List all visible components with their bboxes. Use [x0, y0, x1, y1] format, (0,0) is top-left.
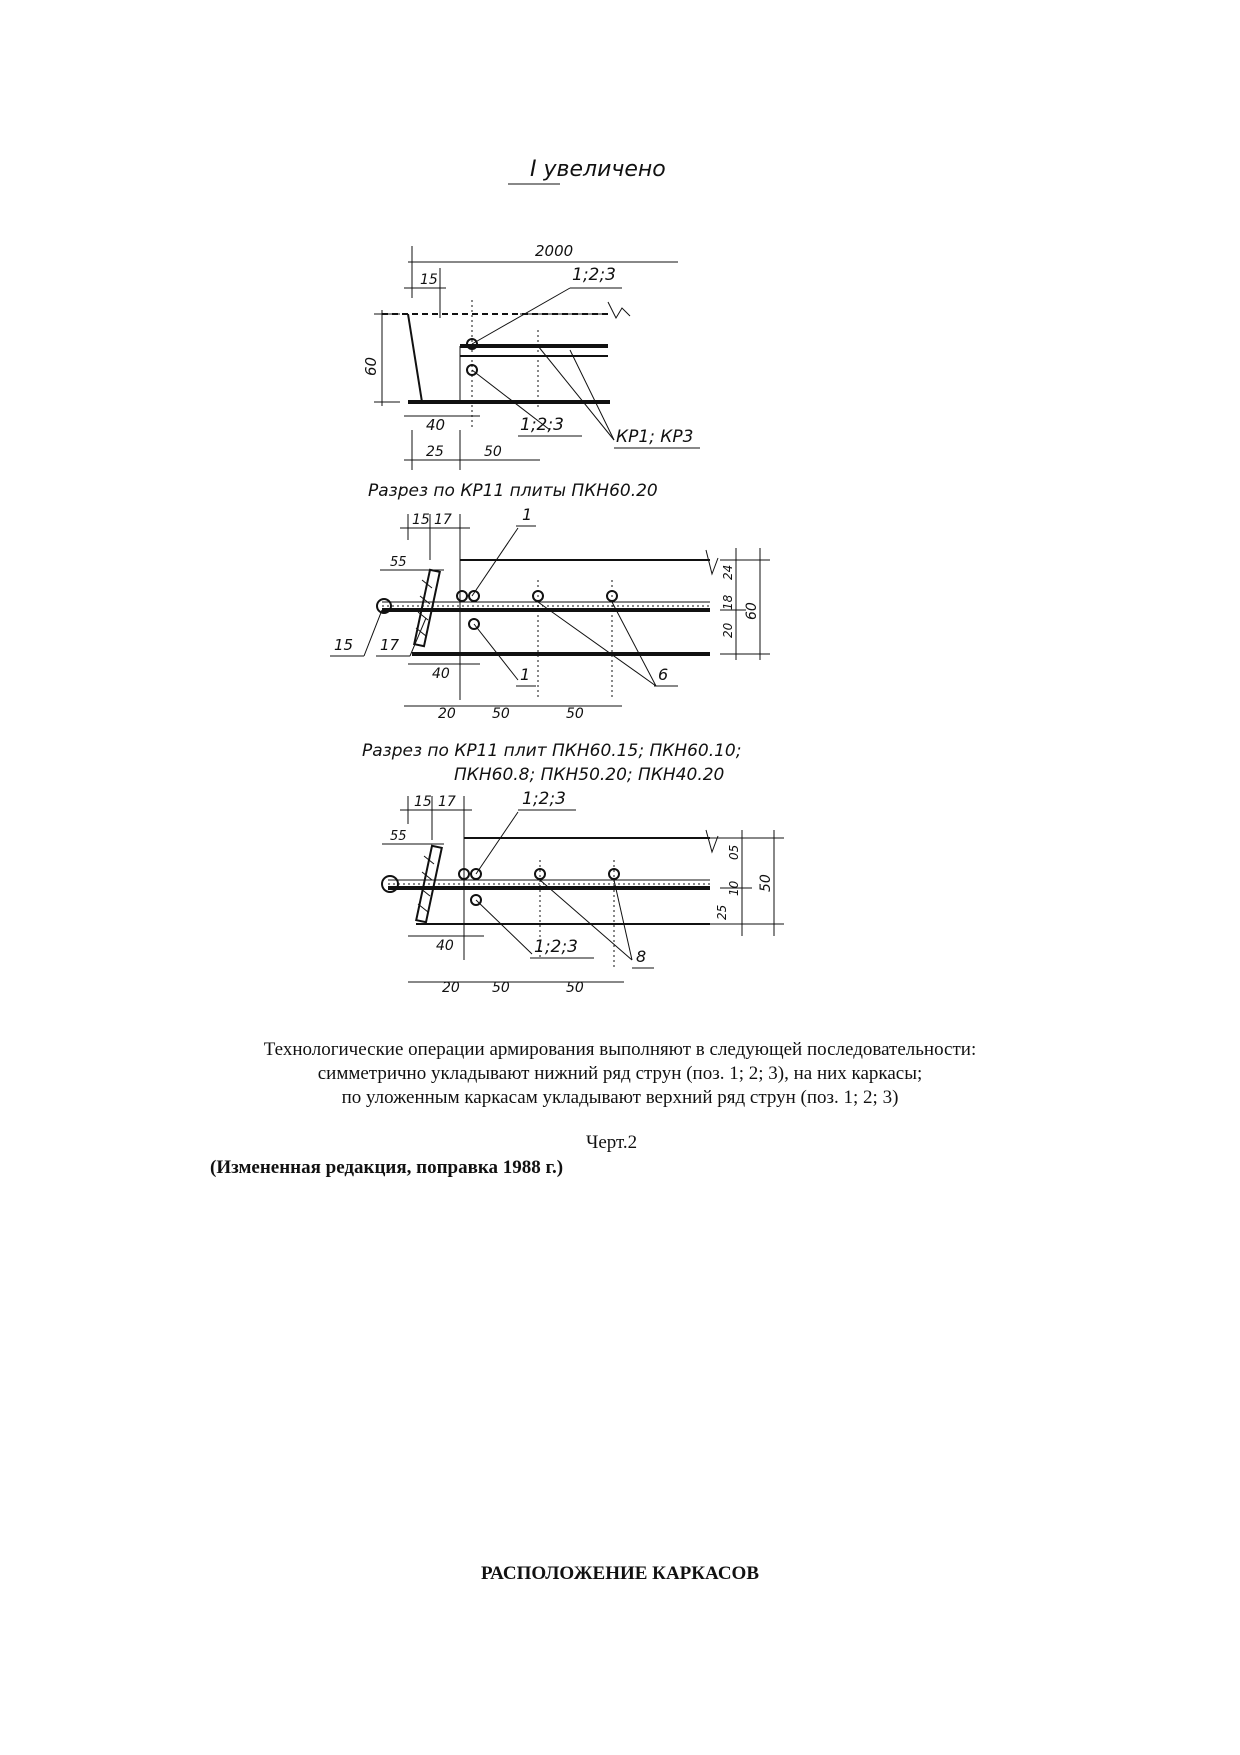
label-bottom-123: 1;2;3 [534, 937, 578, 957]
dim-20: 20 [438, 706, 456, 722]
dim-17: 17 [438, 794, 456, 810]
dim-24: 24 [721, 564, 735, 580]
drawing-title: I увеличено [530, 157, 666, 182]
dim-50a: 50 [492, 980, 510, 996]
dim-55: 55 [390, 829, 407, 844]
figure-caption: Черт.2 [586, 1132, 638, 1153]
break-mark [608, 302, 630, 318]
dim-40: 40 [426, 416, 446, 434]
dim-2000: 2000 [535, 242, 574, 260]
leader-line [614, 880, 632, 960]
dim-60: 60 [744, 602, 760, 620]
section-2 [362, 741, 784, 996]
dim-05: 05 [727, 844, 741, 860]
leader-line [538, 602, 656, 686]
label-upper-123: 1;2;3 [572, 265, 616, 285]
dim-40: 40 [436, 938, 454, 954]
dim-25: 25 [426, 444, 444, 460]
section-1 [330, 481, 770, 722]
dim-50a: 50 [492, 706, 510, 722]
label-6: 6 [658, 665, 669, 684]
leader-line [570, 350, 614, 440]
break-mark [706, 550, 718, 574]
strand-circle [457, 591, 467, 601]
notes-block [120, 1038, 1120, 1110]
amendment-note: (Измененная редакция, поправка 1988 г.) [210, 1157, 564, 1178]
leader-line [476, 900, 532, 954]
dim-15: 15 [412, 512, 430, 528]
break-mark [706, 830, 718, 852]
dim-50: 50 [484, 444, 502, 460]
dim-17: 17 [434, 512, 452, 528]
section2-title-line1: Разрез по КР11 плит ПКН60.15; ПКН60.10; [362, 741, 742, 761]
dim-55: 55 [390, 555, 407, 570]
dim-60: 60 [362, 356, 380, 376]
section-heading: РАСПОЛОЖЕНИЕ КАРКАСОВ [480, 1563, 759, 1584]
dim-18: 18 [721, 594, 735, 610]
section1-title: Разрез по КР11 плиты ПКН60.20 [368, 481, 658, 501]
dim-15: 15 [420, 272, 438, 288]
top-detail [362, 242, 700, 470]
label-17: 17 [380, 636, 400, 654]
leader-line [472, 528, 518, 596]
label-lower-123: 1;2;3 [520, 415, 564, 435]
dim-10: 10 [727, 880, 741, 896]
label-top-123: 1;2;3 [522, 789, 566, 809]
technical-drawing [334, 140, 900, 1020]
slab-end [408, 314, 422, 402]
dim-40: 40 [432, 666, 450, 682]
dim-25: 25 [715, 904, 729, 920]
section2-title-line2: ПКН60.8; ПКН50.20; ПКН40.20 [454, 765, 725, 785]
dim-50b: 50 [566, 980, 584, 996]
note-line-2: симметрично укладывают нижний ряд струн (поз. 1; 2; 3), на них каркасы; [317, 1063, 923, 1084]
label-1-bottom: 1 [520, 665, 531, 684]
note-line-3: по уложенным каркасам укладывают верхний ряд струн (поз. 1; 2; 3) [341, 1087, 899, 1108]
dim-20: 20 [442, 980, 460, 996]
dim-20v: 20 [721, 622, 735, 638]
leader-line [476, 812, 518, 874]
label-1-top: 1 [522, 505, 533, 524]
dim-50b: 50 [566, 706, 584, 722]
label-15: 15 [334, 636, 354, 654]
drawing-canvas [334, 140, 900, 1020]
note-line-1: Технологические операции армирования выполняют в следующей последовательности: [263, 1039, 977, 1060]
dim-15: 15 [414, 794, 432, 810]
label-8: 8 [636, 947, 647, 966]
label-frames: КР1; КР3 [616, 427, 694, 447]
leader-line [472, 288, 570, 344]
dim-50: 50 [758, 874, 774, 892]
leader-line [612, 602, 656, 686]
